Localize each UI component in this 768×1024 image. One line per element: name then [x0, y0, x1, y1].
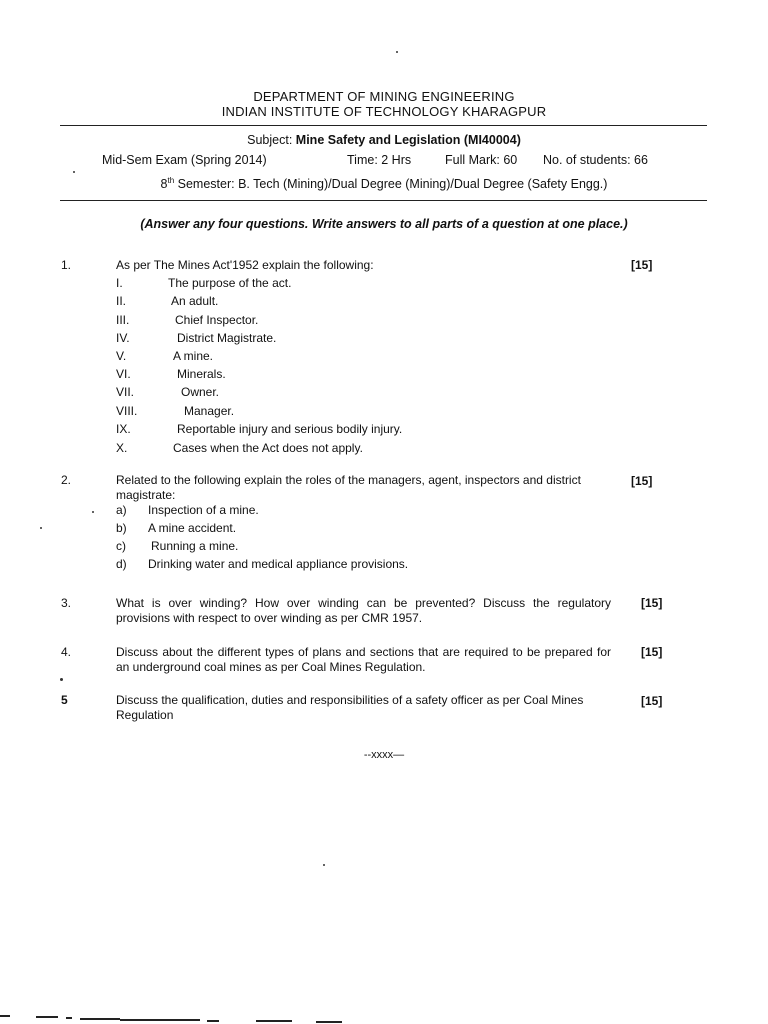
department-name: DEPARTMENT OF MINING ENGINEERING [253, 89, 515, 104]
q1-part-label: IV. [116, 331, 130, 345]
q2-part-text: A mine accident. [148, 521, 237, 535]
subject-line [0, 133, 768, 147]
scan-edge-mark [120, 1019, 200, 1021]
scan-speck [323, 864, 325, 866]
q1-part-text: District Magistrate. [177, 331, 277, 345]
subject-value: Mine Safety and Legislation (MI40004) [295, 133, 521, 147]
question-4-text: Discuss about the different types of plans and sections that are required to be prepared for an underground coal mines as per Coal Mines Regulation. [116, 645, 611, 674]
q1-part-label: X. [116, 441, 128, 455]
question-2-number: 2. [61, 473, 72, 487]
scan-edge-mark [256, 1020, 292, 1022]
q2-part-label: a) [116, 503, 127, 517]
semester-suffix: th [167, 176, 175, 185]
q1-part-label: II. [116, 294, 127, 308]
question-5-number: 5 [61, 693, 68, 707]
question-3-number: 3. [61, 596, 72, 610]
scan-edge-mark [80, 1018, 120, 1020]
q1-part-text: Chief Inspector. [175, 313, 259, 327]
q1-part-label: III. [116, 313, 130, 327]
q1-part-text: Manager. [184, 404, 235, 418]
scan-speck [40, 527, 42, 529]
q1-part-text: Minerals. [177, 367, 226, 381]
question-5-text: Discuss the qualification, duties and responsibilities of a safety officer as per Coal Mines Regulation [116, 693, 584, 722]
question-2-marks: [15] [631, 474, 653, 488]
question-4-marks: [15] [641, 645, 663, 659]
subject-label: Subject: [247, 133, 293, 147]
student-count: No. of students: 66 [543, 153, 648, 167]
q2-part-label: d) [116, 557, 127, 571]
question-1-text: As per The Mines Act'1952 explain the following: [116, 258, 374, 272]
q1-part-label: VIII. [116, 404, 138, 418]
q2-part-text: Drinking water and medical appliance provisions. [148, 557, 409, 571]
question-5-marks: [15] [641, 694, 663, 708]
q1-part-text: Owner. [181, 385, 220, 399]
question-1-marks: [15] [631, 258, 653, 272]
q1-part-text: Cases when the Act does not apply. [173, 441, 363, 455]
q2-part-text: Running a mine. [151, 539, 239, 553]
scan-speck [92, 511, 94, 513]
scan-speck [73, 171, 75, 173]
full-mark: Full Mark: 60 [445, 153, 518, 167]
exam-time: Time: 2 Hrs [347, 153, 412, 167]
instruction-text: (Answer any four questions. Write answers to all parts of a question at one place.) [140, 217, 628, 231]
q1-part-label: I. [116, 276, 123, 290]
semester-text: Semester: B. Tech (Mining)/Dual Degree (Mining)/Dual Degree (Safety Engg.) [174, 177, 608, 192]
question-4-number: 4. [61, 645, 72, 659]
institute-name: INDIAN INSTITUTE OF TECHNOLOGY KHARAGPUR [221, 104, 547, 119]
scan-edge-mark [0, 1015, 10, 1017]
q2-part-label: b) [116, 521, 127, 535]
question-3-marks: [15] [641, 596, 663, 610]
question-3-text: What is over winding? How over winding can be prevented? Discuss the regulatory provisions with respect to over winding as per CMR 1957. [116, 596, 611, 625]
scan-speck [60, 678, 63, 681]
q2-part-label: c) [116, 539, 126, 553]
end-of-paper-mark: --xxxx— [363, 749, 405, 761]
q1-part-label: VII. [116, 385, 135, 399]
semester-line [0, 176, 768, 191]
semester-number: 8 [160, 177, 168, 192]
q2-part-text: Inspection of a mine. [148, 503, 259, 517]
scan-edge-mark [36, 1016, 58, 1018]
header-divider-bottom [60, 200, 707, 201]
question-2-text: Related to the following explain the roles of the managers, agent, inspectors and district magistrate: [116, 473, 581, 502]
q1-part-text: An adult. [171, 294, 219, 308]
scan-speck [396, 51, 398, 53]
scan-edge-mark [66, 1017, 72, 1019]
q1-part-text: A mine. [173, 349, 214, 363]
q1-part-label: IX. [116, 422, 131, 436]
q1-part-label: V. [116, 349, 127, 363]
header-divider-top [60, 125, 707, 126]
exam-name: Mid-Sem Exam (Spring 2014) [102, 153, 267, 167]
scan-edge-mark [316, 1021, 342, 1023]
q1-part-label: VI. [116, 367, 131, 381]
scan-edge-mark [207, 1020, 219, 1022]
question-1-number: 1. [61, 258, 72, 272]
q1-part-text: The purpose of the act. [168, 276, 292, 290]
q1-part-text: Reportable injury and serious bodily injury. [177, 422, 403, 436]
